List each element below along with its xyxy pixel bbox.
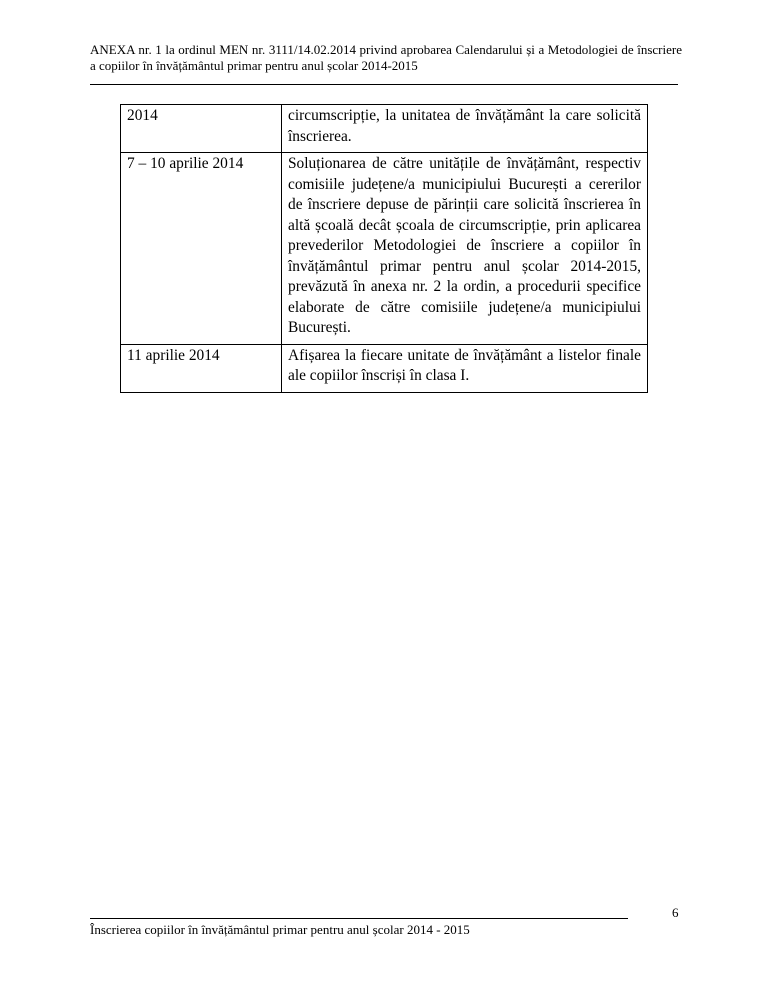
- footer-divider: [90, 918, 628, 919]
- table-row: [121, 344, 648, 392]
- date-cell: 7 – 10 aprilie 2014: [121, 153, 282, 345]
- date-cell: 11 aprilie 2014: [121, 344, 282, 392]
- schedule-table: [120, 104, 648, 393]
- page-footer: Înscrierea copiilor în învățământul primar pentru anul școlar 2014 - 2015: [90, 922, 470, 937]
- description-cell: Afișarea la fiecare unitate de învățământ a listelor finale ale copiilor înscriși în clasa I.: [282, 344, 648, 392]
- description-cell: circumscripție, la unitatea de învățământ la care solicită înscrierea.: [282, 105, 648, 153]
- table-row: [121, 105, 648, 153]
- description-cell: Soluționarea de către unitățile de învățământ, respectiv comisiile județene/a municipiului București a cererilor de înscriere depuse de părinții care solicită înscrierea în altă școală decât școala de circumscripție, prin aplicarea prevederilor Metodologiei de înscriere a copiilor în învățământul primar pentru anul școlar 2014-2015, prevăzută în anexa nr. 2 la ordin, a procedurii specifice elaborate de către comisiile județene/a municipiului București.: [282, 153, 648, 345]
- header-divider: [90, 84, 678, 85]
- table-row: [121, 153, 648, 345]
- page-header: ANEXA nr. 1 la ordinul MEN nr. 3111/14.02.2014 privind aprobarea Calendarului și a Metodologiei de înscriere a copiilor în învățământul primar pentru anul școlar 2014-2015: [90, 42, 682, 73]
- date-cell: 2014: [121, 105, 282, 153]
- page-number: 6: [672, 905, 679, 920]
